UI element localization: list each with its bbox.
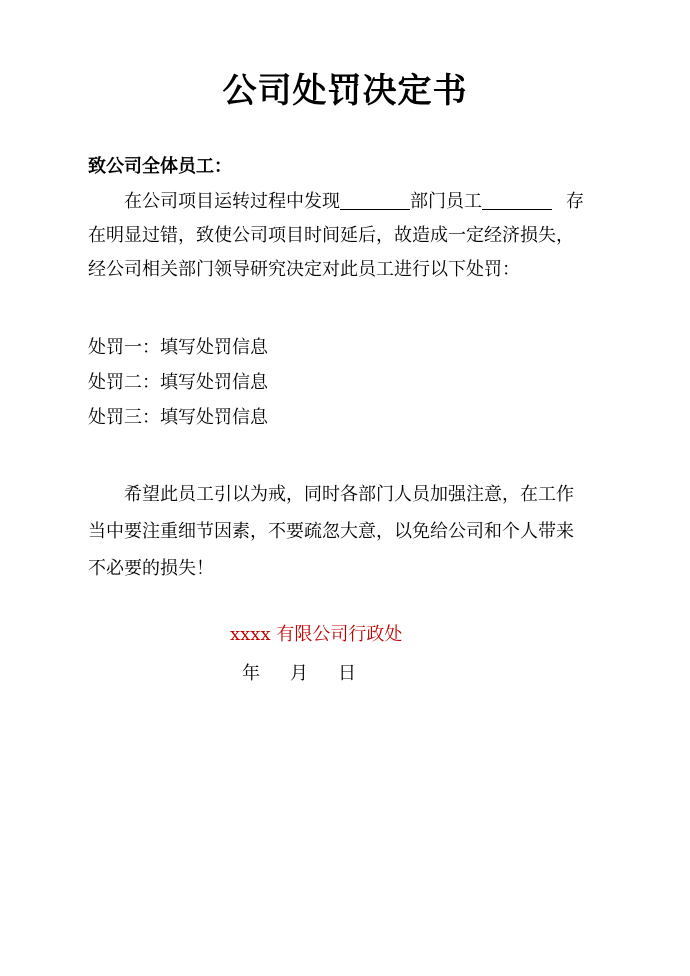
date-day: 日 bbox=[338, 663, 356, 684]
intro-text-part2: 部门员工 bbox=[410, 191, 482, 212]
penalty-item-3: 处罚三：填写处罚信息 bbox=[88, 407, 268, 428]
closing-paragraph bbox=[88, 476, 608, 587]
penalty-item-2: 处罚二：填写处罚信息 bbox=[88, 372, 268, 393]
intro-line-3: 经公司相关部门领导研究决定对此员工进行以下处罚： bbox=[88, 259, 520, 280]
intro-line-2: 在明显过错，致使公司项目时间延后，故造成一定经济损失， bbox=[88, 225, 574, 246]
intro-paragraph bbox=[88, 185, 608, 287]
issuer-signature: xxxx 有限公司行政处 bbox=[230, 624, 403, 645]
closing-line-3: 不必要的损失！ bbox=[88, 558, 214, 579]
date-month: 月 bbox=[290, 663, 308, 684]
salutation: 致公司全体员工： bbox=[88, 156, 232, 177]
document-title: 公司处罚决定书 bbox=[222, 71, 468, 111]
penalty-item-1: 处罚一：填写处罚信息 bbox=[88, 337, 268, 358]
intro-text-part3: 存 bbox=[566, 191, 584, 212]
employee-blank-field[interactable] bbox=[482, 189, 552, 210]
closing-line-2: 当中要注重细节因素，不要疏忽大意，以免给公司和个人带来 bbox=[88, 521, 574, 542]
department-blank-field[interactable] bbox=[340, 189, 410, 210]
intro-line-1 bbox=[88, 185, 608, 219]
date-year: 年 bbox=[242, 663, 260, 684]
issue-date bbox=[242, 657, 356, 691]
closing-line-1: 希望此员工引以为戒，同时各部门人员加强注意，在工作 bbox=[124, 484, 574, 505]
intro-text-part1: 在公司项目运转过程中发现 bbox=[124, 191, 340, 212]
